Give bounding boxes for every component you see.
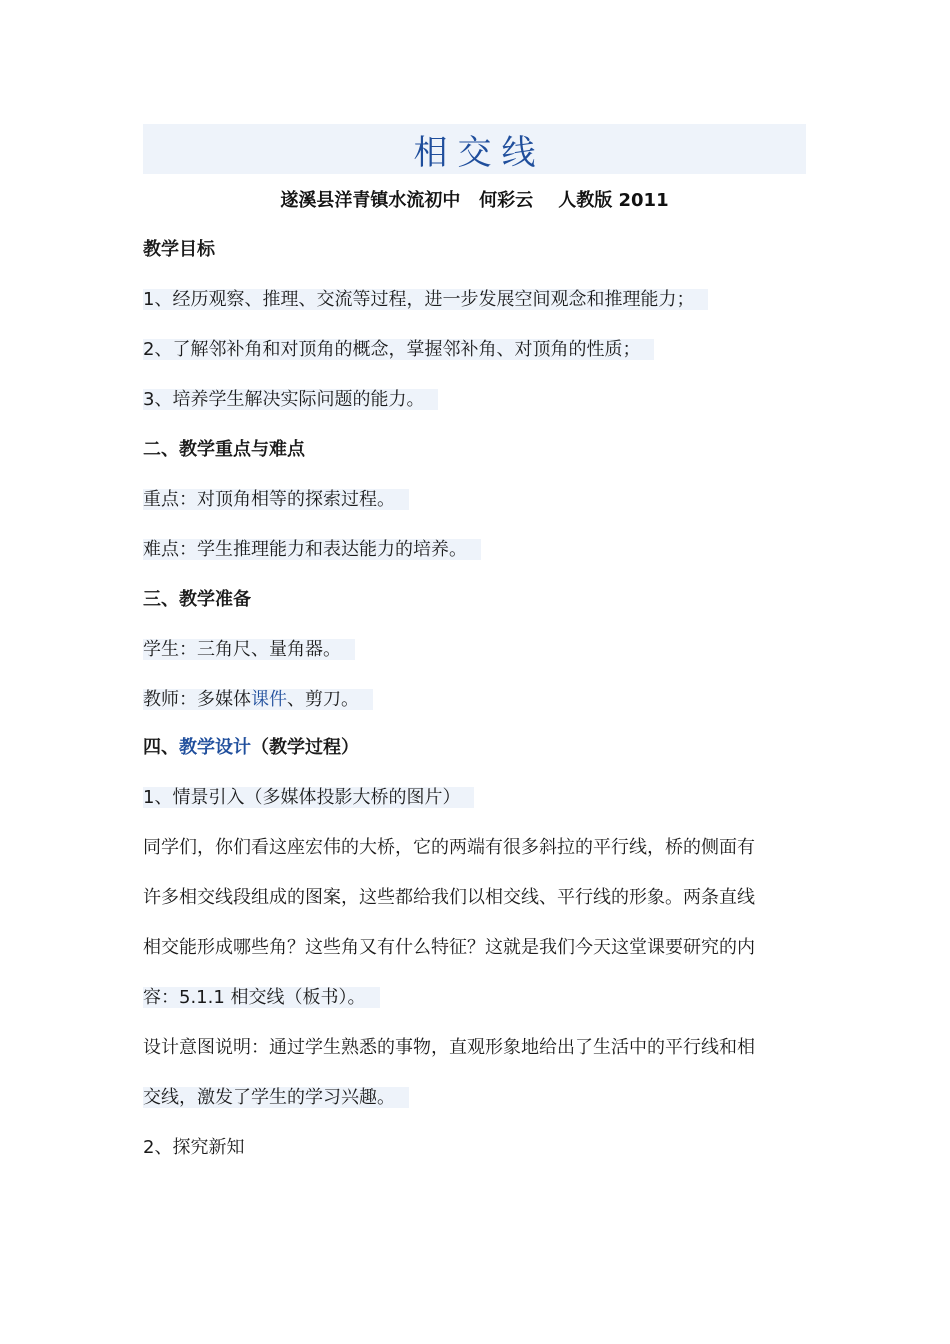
author-line: 遂溪县洋青镇水流初中 何彩云 人教版 2011 xyxy=(280,190,669,211)
student-materials: 学生：三角尺、量角器。 xyxy=(143,639,355,660)
paragraph-2-line-2: 交线，激发了学生的学习兴趣。 xyxy=(143,1087,409,1108)
paragraph-1-line-1: 同学们，你们看这座宏伟的大桥，它的两端有很多斜拉的平行线，桥的侧面有 xyxy=(143,837,755,858)
section-heading-objectives: 教学目标 xyxy=(143,239,215,260)
teacher-suffix: 、剪刀。 xyxy=(287,689,359,710)
paragraph-1-line-4: 容：5.1.1 相交线（板书）。 xyxy=(143,987,380,1008)
objective-item-3: 3、培养学生解决实际问题的能力。 xyxy=(143,389,438,410)
section-heading-key-points: 二、教学重点与难点 xyxy=(143,439,305,460)
objective-item-2: 2、了解邻补角和对顶角的概念，掌握邻补角、对顶角的性质； xyxy=(143,339,654,360)
objective-item-1: 1、经历观察、推理、交流等过程，进一步发展空间观念和推理能力； xyxy=(143,289,708,310)
step-1-heading: 1、情景引入（多媒体投影大桥的图片） xyxy=(143,787,474,808)
teacher-prefix: 教师：多媒体 xyxy=(143,689,251,710)
document-title: 相交线 xyxy=(413,132,546,173)
paragraph-1-line-3: 相交能形成哪些角？这些角又有什么特征？这就是我们今天这堂课要研究的内 xyxy=(143,937,755,958)
teaching-design-link[interactable]: 教学设计 xyxy=(179,737,251,758)
courseware-link[interactable]: 课件 xyxy=(251,689,287,710)
teacher-materials xyxy=(143,689,373,710)
step-2-heading: 2、探究新知 xyxy=(143,1137,245,1158)
design-heading-suffix: （教学过程） xyxy=(251,737,359,758)
paragraph-2-line-1: 设计意图说明：通过学生熟悉的事物，直观形象地给出了生活中的平行线和相 xyxy=(143,1037,755,1058)
difficulty-point: 难点：学生推理能力和表达能力的培养。 xyxy=(143,539,481,560)
key-point: 重点：对顶角相等的探索过程。 xyxy=(143,489,409,510)
title-band xyxy=(143,124,806,174)
section-heading-preparation: 三、教学准备 xyxy=(143,589,251,610)
paragraph-1-line-2: 许多相交线段组成的图案，这些都给我们以相交线、平行线的形象。两条直线 xyxy=(143,887,755,908)
section-heading-design xyxy=(143,734,359,761)
design-heading-prefix: 四、 xyxy=(143,737,179,758)
